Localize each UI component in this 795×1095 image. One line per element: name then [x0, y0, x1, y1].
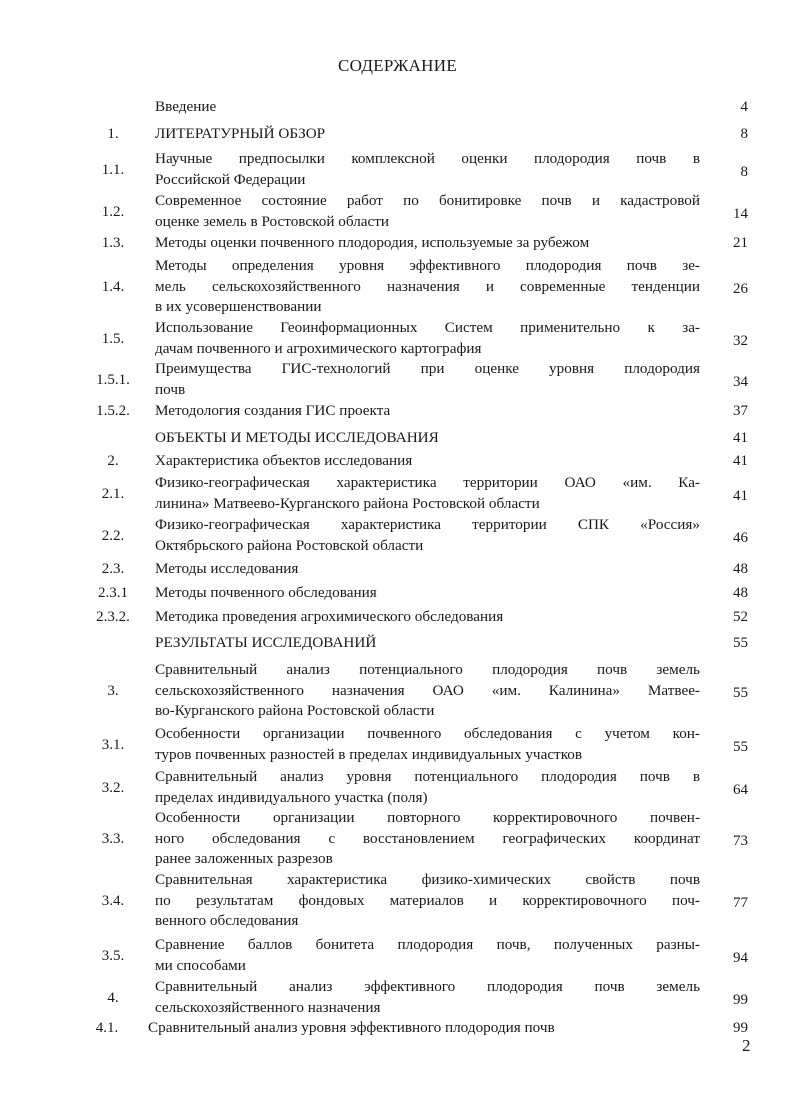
title-line: почв	[155, 380, 186, 398]
title-line: туров почвенных разностей в пределах индивидуальных участков	[155, 745, 583, 763]
section-title	[155, 633, 700, 654]
page-number: 48	[733, 561, 748, 577]
title-line: Характеристика объектов исследования	[155, 452, 413, 469]
section-title	[155, 977, 700, 1018]
title-line: ЛИТЕРАТУРНЫЙ ОБЗОР	[155, 125, 326, 142]
page-number: 55	[733, 635, 748, 651]
section-number: 3.4.	[101, 892, 125, 909]
toc-entry	[0, 977, 795, 1018]
page-number: 32	[733, 332, 748, 349]
page-number: 41	[733, 430, 748, 446]
section-number: 2.2.	[101, 527, 125, 544]
section-number: 3.	[107, 682, 119, 699]
title-line: Сравнение баллов бонитета плодородия почв, полученных разны-	[155, 936, 700, 953]
page-number: 94	[733, 949, 748, 966]
toc-entry	[0, 724, 795, 765]
page-number: 26	[733, 280, 748, 297]
section-number: 1.5.1.	[96, 371, 130, 388]
page-number: 55	[733, 738, 748, 755]
title-line: венного обследования	[155, 912, 299, 930]
toc-entry	[0, 559, 795, 580]
section-number: 4.1.	[95, 1020, 119, 1037]
section-number: 3.1.	[101, 736, 125, 753]
section-number: 2.3.1	[98, 585, 128, 602]
page-number: 21	[733, 235, 748, 251]
page-number: 46	[733, 529, 748, 546]
toc-entry	[0, 515, 795, 556]
section-title	[155, 97, 700, 118]
title-line: ранее заложенных разрезов	[155, 850, 333, 868]
section-title	[155, 473, 700, 514]
toc-entry	[0, 607, 795, 628]
page-number: 99	[733, 991, 748, 1008]
toc-entry	[0, 660, 795, 722]
section-number: 2.1.	[101, 485, 125, 502]
title-line: Физико-географическая характеристика территории СПК «Россия»	[155, 516, 700, 533]
page-title: СОДЕРЖАНИЕ	[337, 56, 458, 75]
title-line: Особенности организации почвенного обследования с учетом кон-	[155, 725, 700, 742]
title-line: ОБЪЕКТЫ И МЕТОДЫ ИССЛЕДОВАНИЯ	[155, 429, 439, 446]
toc-entry	[0, 318, 795, 359]
title-line: линина» Матвеево-Курганского района Ростовской области	[155, 494, 540, 512]
page-number: 77	[733, 894, 748, 911]
title-line: Использование Геоинформационных Систем применительно к за-	[155, 319, 700, 336]
title-line: Методы оценки почвенного плодородия, используемые за рубежом	[155, 234, 590, 251]
page-number: 64	[733, 781, 748, 798]
title-line: по результатам фондовых материалов и корректировочного поч-	[155, 891, 700, 909]
toc-entry	[0, 149, 795, 190]
section-title	[155, 401, 700, 422]
section-title	[155, 808, 700, 870]
title-line: Октябрьского района Ростовской области	[155, 536, 424, 554]
section-number: 2.3.2.	[96, 609, 130, 626]
toc-entry	[0, 191, 795, 232]
section-number: 1.5.	[101, 330, 125, 347]
section-title	[155, 767, 700, 808]
page-number: 41	[733, 487, 748, 504]
section-number: 1.	[107, 126, 119, 143]
title-line: пределах индивидуального участка (поля)	[155, 788, 428, 806]
section-number: 3.3.	[101, 830, 125, 847]
section-title	[155, 935, 700, 976]
title-line: Методология создания ГИС проекта	[155, 402, 391, 419]
section-title	[155, 428, 700, 449]
section-title	[155, 724, 700, 765]
section-title	[155, 607, 700, 628]
page-number: 4	[740, 99, 748, 115]
section-title	[148, 1018, 693, 1039]
toc-entry	[0, 935, 795, 976]
page-number: 34	[733, 373, 748, 390]
title-line: мель сельскохозяйственного назначения и современные тенденции	[155, 277, 700, 295]
section-number: 1.2.	[101, 203, 125, 220]
title-line: во-Курганского района Ростовской области	[155, 702, 435, 720]
toc-entry	[0, 870, 795, 932]
title-line: Методы почвенного обследования	[155, 584, 377, 601]
title-line: Особенности организации повторного корректировочного почвен-	[155, 809, 700, 826]
section-number: 4.	[107, 989, 119, 1006]
title-line: ми способами	[155, 956, 246, 974]
section-number: 1.3.	[101, 235, 125, 252]
page-number: 8	[740, 163, 748, 180]
page-number: 99	[733, 1020, 748, 1036]
page-number: 48	[733, 585, 748, 601]
section-number: 3.2.	[101, 779, 125, 796]
section-title	[155, 583, 700, 604]
section-title	[155, 660, 700, 722]
title-line: ного обследования с восстановлением географических координат	[155, 829, 700, 847]
title-line: Методы определения уровня эффективного плодородия почв зе-	[155, 257, 700, 274]
page-number: 52	[733, 609, 748, 625]
toc-entry	[0, 1018, 795, 1039]
title-line: Сравнительный анализ эффективного плодородия почв земель	[155, 978, 700, 995]
toc-entry	[0, 256, 795, 318]
title-line: РЕЗУЛЬТАТЫ ИССЛЕДОВАНИЙ	[155, 634, 377, 651]
toc-entry	[0, 428, 795, 449]
title-line: сельскохозяйственного назначения ОАО «им. Калинина» Матвее-	[155, 681, 700, 699]
page-number: 55	[733, 684, 748, 701]
section-title	[155, 451, 700, 472]
title-line: Современное состояние работ по бонитировке почв и кадастровой	[155, 192, 700, 209]
toc-entry	[0, 97, 795, 118]
section-number: 2.3.	[101, 561, 125, 578]
page-number: 14	[733, 205, 748, 222]
section-number: 1.4.	[101, 278, 125, 295]
toc-entry	[0, 233, 795, 254]
toc-entry	[0, 124, 795, 145]
section-title	[155, 124, 700, 145]
section-title	[155, 233, 700, 254]
section-title	[155, 559, 700, 580]
toc-entry	[0, 633, 795, 654]
title-line: Методы исследования	[155, 560, 299, 577]
title-line: сельскохозяйственного назначения	[155, 998, 381, 1016]
title-line: Сравнительный анализ уровня потенциального плодородия почв в	[155, 768, 700, 785]
toc-entry	[0, 767, 795, 808]
title-line: Сравнительный анализ уровня эффективного плодородия почв	[148, 1019, 555, 1036]
title-line: дачам почвенного и агрохимического картография	[155, 339, 482, 357]
section-title	[155, 359, 700, 400]
toc-entry	[0, 359, 795, 400]
toc-entry	[0, 401, 795, 422]
section-number: 3.5.	[101, 947, 125, 964]
section-title	[155, 149, 700, 190]
page-number: 37	[733, 403, 748, 419]
title-line: Методика проведения агрохимического обследования	[155, 608, 504, 625]
sheet-number: 2	[742, 1036, 751, 1055]
title-line: Российской Федерации	[155, 170, 306, 188]
title-line: Научные предпосылки комплексной оценки плодородия почв в	[155, 150, 700, 167]
page-number: 8	[740, 126, 748, 142]
toc-entry	[0, 451, 795, 472]
section-title	[155, 515, 700, 556]
section-title	[155, 191, 700, 232]
title-line: Сравнительный анализ потенциального плодородия почв земель	[155, 661, 700, 678]
section-number: 2.	[107, 453, 119, 470]
section-title	[155, 870, 700, 932]
title-line: Введение	[155, 98, 217, 115]
section-title	[155, 256, 700, 318]
section-title	[155, 318, 700, 359]
title-line: оценке земель в Ростовской области	[155, 212, 390, 230]
toc-entry	[0, 808, 795, 870]
toc-entry	[0, 473, 795, 514]
title-line: в их усовершенствовании	[155, 298, 322, 316]
title-line: Сравнительная характеристика физико-химических свойств почв	[155, 871, 700, 888]
page-number: 73	[733, 832, 748, 849]
page-number: 41	[733, 453, 748, 469]
section-number: 1.1.	[101, 161, 125, 178]
title-line: Физико-географическая характеристика территории ОАО «им. Ка-	[155, 474, 700, 491]
toc-entry	[0, 583, 795, 604]
section-number: 1.5.2.	[96, 403, 130, 420]
title-line: Преимущества ГИС-технологий при оценке уровня плодородия	[155, 360, 700, 377]
